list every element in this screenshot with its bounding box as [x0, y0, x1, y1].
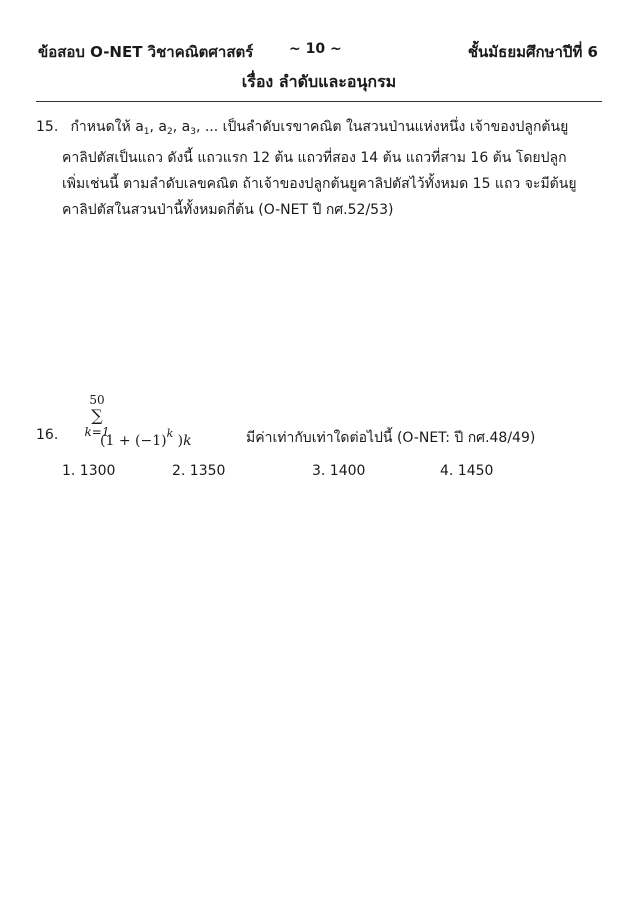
expression-part-a: (1 + (−1) [100, 433, 167, 449]
question-15-text-a: กำหนดให้ a [70, 119, 144, 135]
question-15-number: 15. [36, 119, 59, 135]
expression-part-b: ) [173, 433, 184, 449]
question-15-line-1 [36, 114, 606, 145]
summation-upper-limit: 50 [89, 393, 105, 407]
question-16-number: 16. [36, 427, 59, 443]
subscript-1: 1 [143, 127, 150, 137]
question-15-text-d: , ... เป็นลำดับเรขาคณิต ในสวนป่านแห่งหนึ่ง เจ้าของปลูกต้นยู [195, 119, 569, 135]
expression-exponent: k [166, 427, 174, 440]
question-15-line-3: เพิ่มเช่นนี้ ตามลำดับเลขคณิต ถ้าเจ้าของปลูกต้นยูคาลิปตัสไว้ทั้งหมด 15 แถว จะมีต้นยู [62, 176, 577, 192]
choice-4: 4. 1450 [440, 463, 494, 479]
choice-2: 2. 1350 [172, 463, 226, 479]
exam-title: ข้อสอบ O-NET วิชาคณิตศาสตร์ [38, 43, 254, 61]
page-number: ~ 10 ~ [289, 41, 342, 57]
question-15-line-4: คาลิปตัสในสวนป่านี้ทั้งหมดกี่ต้น (O-NET ปี กศ.52/53) [62, 202, 394, 218]
summation-expression [100, 427, 192, 449]
subscript-2: 2 [167, 127, 173, 137]
question-15-text-b: , a [149, 119, 167, 135]
question-15-line-2: คาลิปตัสเป็นแถว ดังนี้ แถวแรก 12 ต้น แถวที่สอง 14 ต้น แถวที่สาม 16 ต้น โดยปลูก [62, 150, 567, 166]
topic-heading: เรื่อง ลำดับและอนุกรม [241, 72, 397, 91]
question-16-text: มีค่าเท่ากับเท่าใดต่อไปนี้ (O-NET: ปี กศ.48/49) [246, 430, 536, 446]
choice-1: 1. 1300 [62, 463, 116, 479]
grade-level: ชั้นมัธยมศึกษาปีที่ 6 [467, 43, 598, 61]
summation-lower-limit: k=1 [84, 425, 110, 439]
subscript-3: 3 [190, 127, 196, 137]
header-divider [36, 101, 602, 102]
choice-3: 3. 1400 [312, 463, 366, 479]
expression-variable: k [183, 433, 192, 449]
question-15-text-c: , a [172, 119, 191, 135]
question-15 [36, 114, 606, 223]
summation-symbol: ∑ [91, 406, 103, 425]
